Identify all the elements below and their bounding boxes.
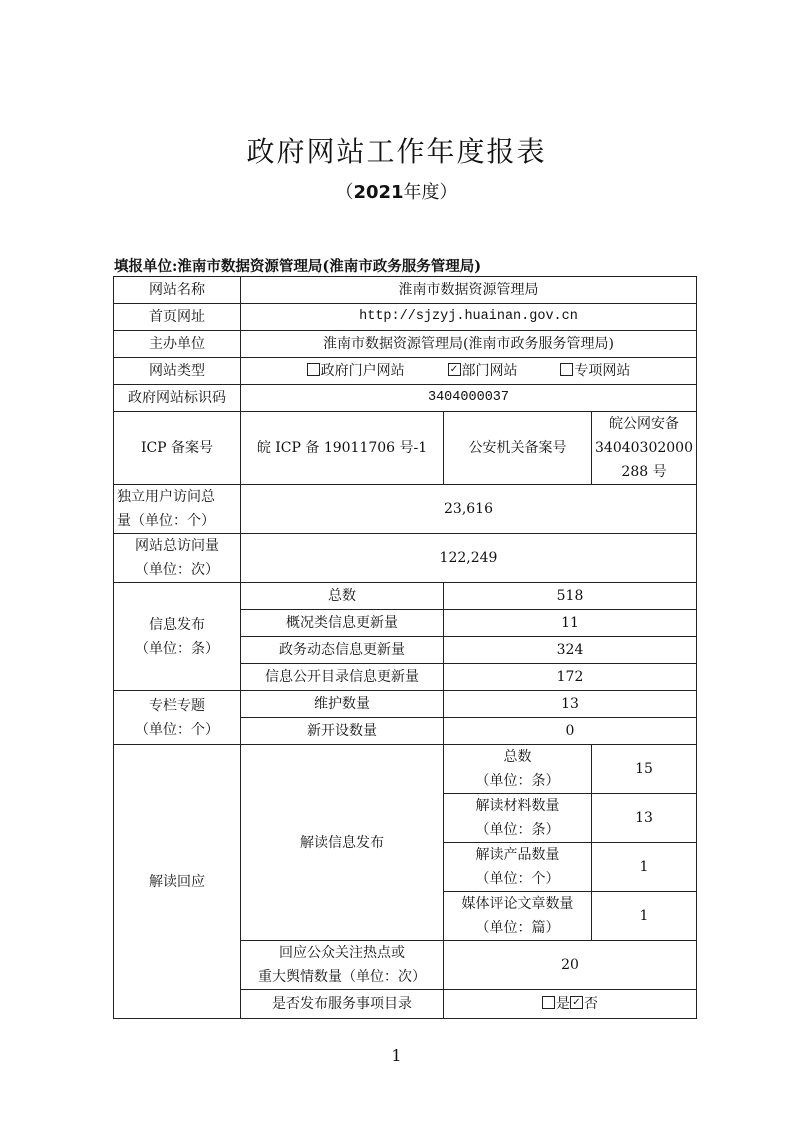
info-publish-item-label: 信息公开目录信息更新量 (241, 664, 444, 691)
icp-label: ICP 备案号 (114, 412, 241, 485)
site-name-value: 淮南市数据资源管理局 (241, 277, 697, 304)
interpretation-item-value: 1 (592, 892, 697, 941)
checkbox-unchecked-icon (307, 363, 320, 376)
gov-id-label: 政府网站标识码 (114, 385, 241, 412)
checkbox-checked-icon (570, 996, 583, 1009)
label-line: 网站总访问量 (135, 538, 219, 554)
label-line: 专栏专题 (149, 697, 205, 714)
option-no: 否 (584, 996, 598, 1012)
police-record-line: 34040302000 (595, 440, 693, 456)
gov-id-value: 3404000037 (241, 385, 697, 412)
checkbox-checked-icon (448, 363, 461, 376)
table-row (114, 304, 697, 331)
icp-value: 皖 ICP 备 19011706 号-1 (241, 412, 444, 485)
label-line: 媒体评论文章数量 (461, 896, 574, 912)
option-special-site: 专项网站 (574, 363, 631, 379)
table-row (114, 412, 697, 485)
table-row (114, 358, 697, 385)
site-name-label: 网站名称 (114, 277, 241, 304)
table-row (114, 691, 697, 718)
police-record-label: 公安机关备案号 (444, 412, 592, 485)
sponsor-label: 主办单位 (114, 331, 241, 358)
total-visits-value: 122,249 (241, 534, 697, 583)
report-table (113, 276, 697, 1019)
unique-visitors-value: 23,616 (241, 485, 697, 534)
label-line: （单位：条） (135, 640, 219, 657)
interpretation-item-value: 13 (592, 794, 697, 843)
homepage-label: 首页网址 (114, 304, 241, 331)
label-line: 回应公众关注热点或 (279, 945, 405, 961)
service-catalog-options (444, 990, 697, 1019)
info-publish-item-value: 518 (444, 583, 697, 610)
label-line: 解读材料数量 (475, 798, 560, 814)
label-line: （单位：次） (135, 562, 219, 578)
page-number: 1 (391, 1046, 402, 1065)
table-row (114, 485, 697, 534)
columns-item-label: 维护数量 (241, 691, 444, 718)
interpretation-item-value: 15 (592, 745, 697, 794)
report-title: 政府网站工作年度报表 (246, 135, 547, 168)
interpretation-item-label (444, 745, 592, 794)
interpretation-item-label (444, 892, 592, 941)
label-line: （单位：条） (475, 773, 560, 789)
columns-item-label: 新开设数量 (241, 718, 444, 745)
label-line: 总数 (503, 749, 532, 765)
label-line: 重大舆情数量（单位：次） (258, 969, 426, 985)
info-publish-item-value: 324 (444, 637, 697, 664)
columns-label (114, 691, 241, 745)
option-department-site: 部门网站 (461, 363, 518, 379)
checkbox-unchecked-icon (560, 363, 573, 376)
label-line: （单位：个） (135, 721, 219, 738)
option-portal-site: 政府门户网站 (320, 363, 405, 379)
total-visits-label (114, 534, 241, 583)
police-record-value (592, 412, 697, 485)
label-line: （单位：条） (475, 822, 560, 838)
info-publish-item-value: 11 (444, 610, 697, 637)
info-publish-item-value: 172 (444, 664, 697, 691)
info-publish-item-label: 政务动态信息更新量 (241, 637, 444, 664)
table-row (114, 385, 697, 412)
interpretation-sub-label: 解读信息发布 (241, 745, 444, 941)
report-subtitle (0, 178, 793, 204)
reporting-unit: 填报单位:淮南市数据资源管理局(淮南市政务服务管理局) (114, 258, 482, 275)
police-record-line: 皖公网安备 (609, 416, 679, 432)
label-line: 量（单位：个） (117, 513, 215, 529)
table-row (114, 745, 697, 794)
option-yes: 是 (556, 996, 570, 1012)
interpretation-item-value: 1 (592, 843, 697, 892)
hotspot-label (241, 941, 444, 990)
label-line: 解读产品数量 (475, 847, 560, 863)
sponsor-value: 淮南市数据资源管理局(淮南市政务服务管理局) (241, 331, 697, 358)
subtitle-tail: 年度） (403, 182, 458, 203)
info-publish-item-label: 总数 (241, 583, 444, 610)
subtitle-year: 2021 (353, 182, 404, 203)
table-row (114, 277, 697, 304)
columns-item-value: 13 (444, 691, 697, 718)
site-type-options (241, 358, 697, 385)
service-catalog-label: 是否发布服务事项目录 (241, 990, 444, 1019)
columns-item-value: 0 (444, 718, 697, 745)
label-line: 信息发布 (149, 616, 205, 633)
label-line: （单位：个） (475, 871, 560, 887)
hotspot-value: 20 (444, 941, 697, 990)
interpretation-item-label (444, 794, 592, 843)
table-row (114, 331, 697, 358)
checkbox-unchecked-icon (542, 996, 555, 1009)
info-publish-label (114, 583, 241, 691)
label-line: 独立用户访问总 (117, 489, 215, 505)
homepage-value: http://sjzyj.huainan.gov.cn (241, 304, 697, 331)
unique-visitors-label (114, 485, 241, 534)
interpretation-label: 解读回应 (114, 745, 241, 1019)
site-type-label: 网站类型 (114, 358, 241, 385)
police-record-line: 288 号 (621, 464, 667, 480)
interpretation-item-label (444, 843, 592, 892)
table-row (114, 583, 697, 610)
info-publish-item-label: 概况类信息更新量 (241, 610, 444, 637)
subtitle-open: （ (335, 182, 354, 203)
table-row (114, 534, 697, 583)
label-line: （单位：篇） (475, 920, 560, 936)
